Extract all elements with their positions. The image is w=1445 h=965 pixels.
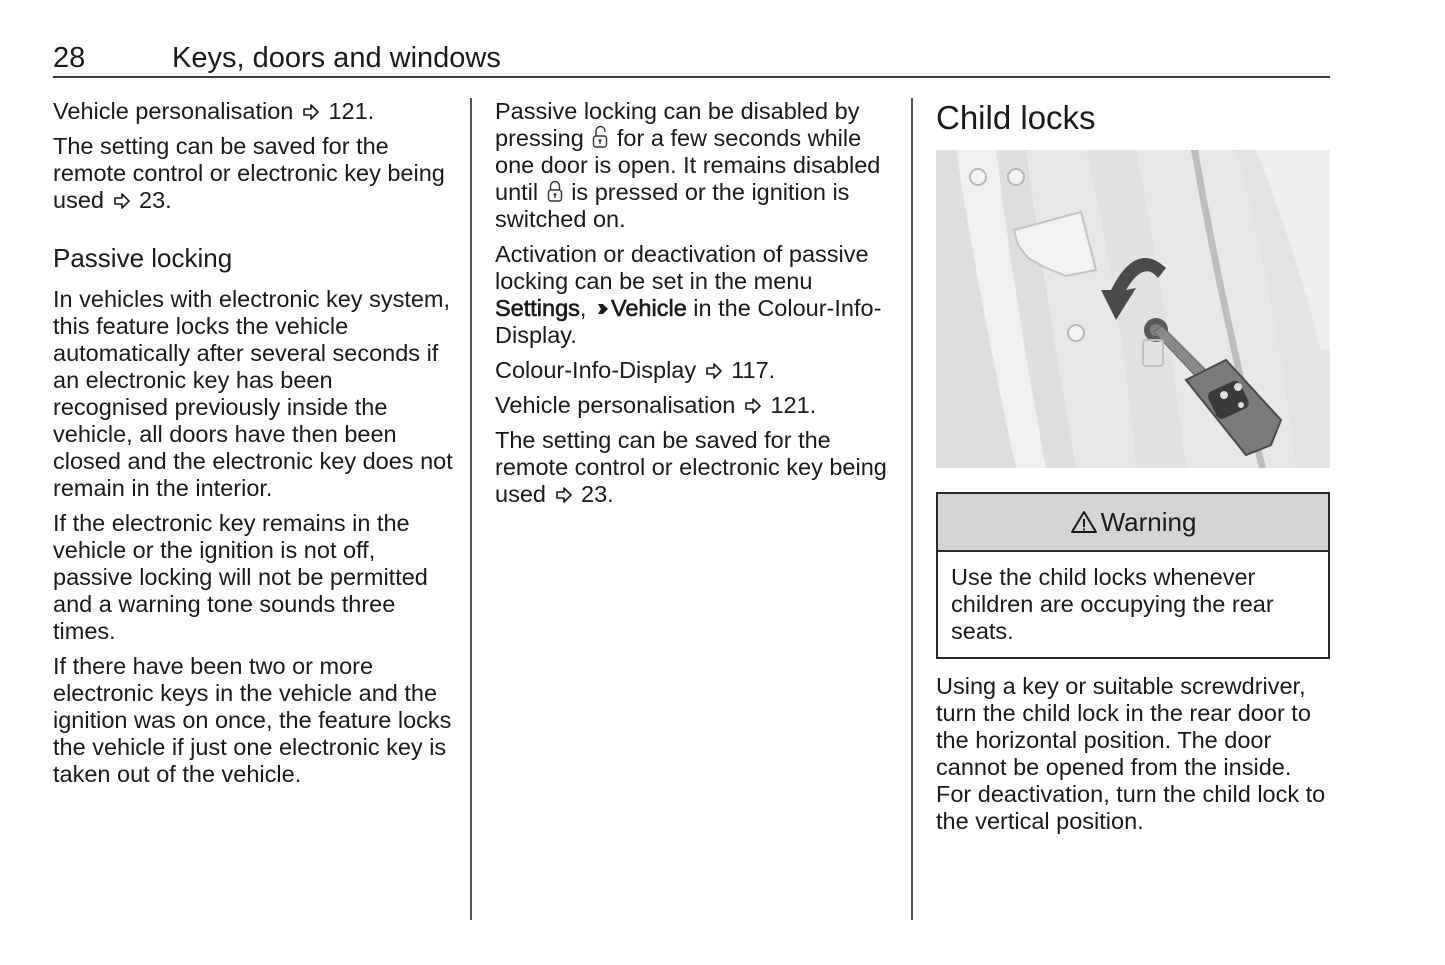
door-illustration xyxy=(936,150,1330,468)
cross-reference-arrow-icon xyxy=(744,397,762,415)
paragraph: Colour-Info-Display 117. xyxy=(495,357,776,383)
paragraph: If the electronic key remains in the vehicle or the ignition is not off, passive locking will not be permitted and a warning tone sounds three times. xyxy=(53,510,428,644)
menu-item-vehicle: Vehicle xyxy=(610,295,687,321)
column-divider xyxy=(911,98,913,920)
column-1 xyxy=(53,98,453,796)
chapter-title: Keys, doors and windows xyxy=(172,42,501,74)
page-reference-link[interactable]: 23. xyxy=(139,187,172,213)
unlock-button-icon xyxy=(592,125,608,149)
lock-button-icon xyxy=(547,179,563,203)
paragraph: In vehicles with electronic key system, this feature locks the vehicle automatically after several seconds if an electronic key has been recognised previously inside the vehicle, all doors have then been closed and the electronic key does not remain in the interior. xyxy=(53,286,453,501)
paragraph: Activation or deactivation of passive locking can be set in the menu Settings, Vehicle in the Colour-Info-Display. xyxy=(495,241,882,348)
paragraph: Using a key or suitable screwdriver, turn the child lock in the rear door to the horizontal position. The door cannot be opened from the inside. For deactivation, turn the child lock to the vertical position. xyxy=(936,673,1326,834)
warning-body: Use the child locks whenever children are occupying the rear seats. xyxy=(951,564,1274,644)
cross-reference-arrow-icon xyxy=(113,192,131,210)
paragraph: Vehicle personalisation 121. xyxy=(495,392,817,418)
cross-reference-arrow-icon xyxy=(705,362,723,380)
column-3 xyxy=(936,98,1330,843)
paragraph: The setting can be saved for the remote control or electronic key being used 23. xyxy=(53,133,445,213)
warning-box xyxy=(936,492,1330,659)
warning-header xyxy=(938,494,1328,552)
menu-arrow-icon xyxy=(597,301,609,317)
page-reference-link[interactable]: 121. xyxy=(770,392,817,418)
page-number: 28 xyxy=(53,42,86,74)
page-reference-link[interactable]: 121. xyxy=(328,98,375,124)
child-lock-illustration xyxy=(936,150,1330,468)
page-reference-link[interactable]: 117. xyxy=(731,357,776,383)
column-2 xyxy=(495,98,895,516)
cross-reference-arrow-icon xyxy=(302,103,320,121)
paragraph: Vehicle personalisation 121. xyxy=(53,98,375,124)
section-title-child-locks: Child locks xyxy=(936,99,1096,136)
warning-title: Warning xyxy=(1100,506,1197,537)
page-reference-link[interactable]: 23. xyxy=(581,481,614,507)
paragraph: Passive locking can be disabled by pressing for a few seconds while one door is open. It remains disabled until is pressed or the ignition is switched on. xyxy=(495,98,881,232)
warning-triangle-icon xyxy=(1070,510,1098,534)
column-divider xyxy=(470,98,472,920)
page-header xyxy=(53,40,1330,78)
paragraph: The setting can be saved for the remote control or electronic key being used 23. xyxy=(495,427,887,507)
subheading-passive-locking: Passive locking xyxy=(53,243,233,273)
menu-item-settings: Settings xyxy=(495,295,580,321)
cross-reference-arrow-icon xyxy=(555,486,573,504)
paragraph: If there have been two or more electronic keys in the vehicle and the ignition was on once, the feature locks the vehicle if just one electronic key is taken out of the vehicle. xyxy=(53,653,452,787)
